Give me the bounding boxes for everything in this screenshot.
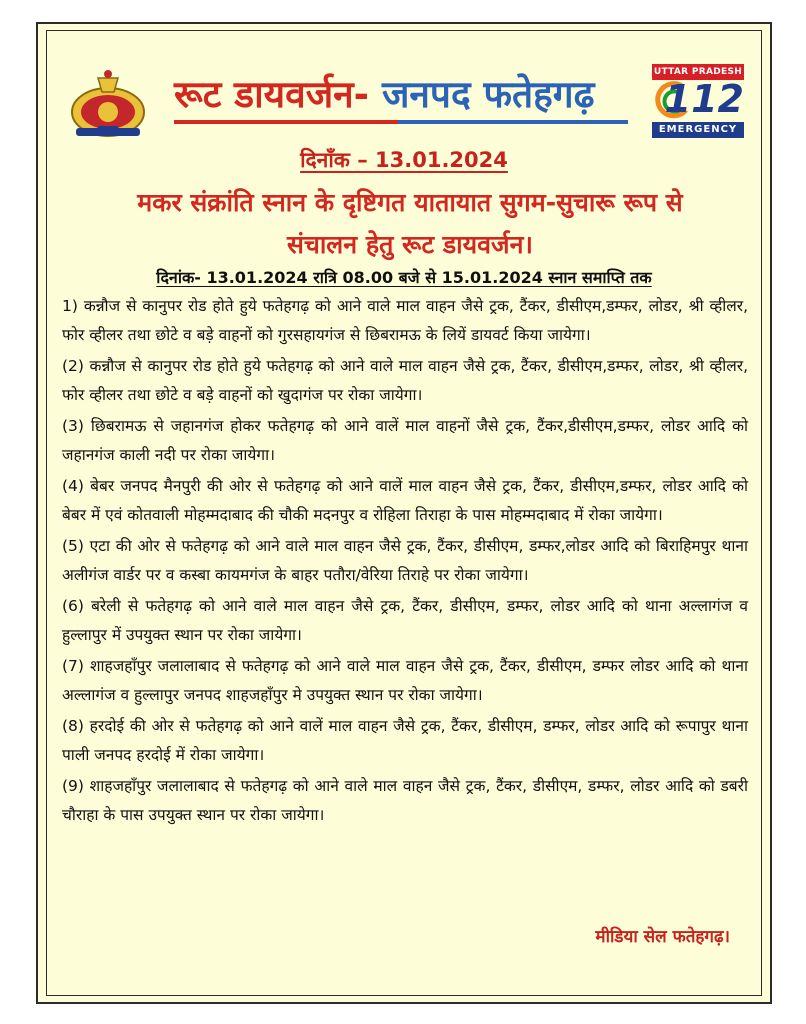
up-police-emblem-icon — [68, 64, 148, 144]
list-item: (8) हरदोई की ओर से फतेहगढ़ को आने वालें माल वाहन जैसे ट्रक, टैंकर, डीसीएम, डम्फर, लोडर आदि को रूपापुर थाना पाली जनपद हरदोई में रोका जायेगा। — [62, 717, 748, 764]
badge-bottom-text: EMERGENCY — [652, 122, 744, 138]
header-title-part2: जनपद फतेहगढ़ — [381, 73, 595, 116]
list-item: (5) एटा की ओर से फतेहगढ़ को आने वाले माल वाहन जैसे ट्रक, टैंकर, डीसीएम, डम्फर,लोडर आदि को बिराहिमपुर थाना अलीगंज वार्डर पर व कस्बा कायमगंज के बाहर पतौरा/वेरिया तिराहे पर रोका जायेगा। — [62, 537, 748, 584]
subtitle-line-1: मकर संक्रांति स्नान के दृष्टिगत यातायात सुगम-सुचारू रूप से — [137, 188, 683, 217]
notice-subtitle — [90, 182, 730, 266]
list-item: (7) शाहजहाँपुर जलालाबाद से फतेहगढ़ को आने वाले माल वाहन जैसे ट्रक, टैंकर, डीसीएम, डम्फर लोडर आदि को थाना अल्लागंज व हुल्लापुर जनपद शाहजहाँपुर मे उपयुक्त स्थान पर रोका जायेगा। — [62, 657, 748, 704]
list-item: (9) शाहजहाँपुर जलालाबाद से फतेहगढ़ को आने वाले माल वाहन जैसे ट्रक, टैंकर, डीसीएम, डम्फर, लोडर आदि को डबरी चौराहा के पास उपयुक्त स्थान पर रोका जायेगा। — [62, 777, 748, 824]
title-underline-blue — [398, 120, 628, 124]
notice-page — [50, 34, 758, 992]
badge-top-text: UTTAR PRADESH — [652, 64, 744, 80]
subtitle-line-2: संचालन हेतु रूट डायवर्जन। — [287, 230, 533, 259]
list-item: (3) छिबरामऊ से जहानगंज होकर फतेहगढ़ को आने वालें माल वाहनों जैसे ट्रक, टैंकर,डीसीएम,डम्फर, लोडर आदि को जहानगंज काली नदी पर रोका जायेगा। — [62, 417, 748, 464]
diversion-period — [50, 266, 758, 288]
list-item: (6) बरेली से फतेहगढ़ को आने वाले माल वाहन जैसे ट्रक, टैंकर, डीसीएम, डम्फर, लोडर आदि को थाना अल्लागंज व हुल्लापुर में उपयुक्त स्थान पर रोका जायेगा। — [62, 597, 748, 644]
diversion-list — [62, 292, 748, 832]
list-item: 1) कन्नौज से कानुपर रोड होते हुये फतेहगढ़ को आने वाले माल वाहन जैसे ट्रक, टैंकर, डीसीएम,डम्फर, लोडर, श्री व्हीलर, फोर व्हीलर तथा छोटे व बड़े वाहनों को गुरसहायगंज से छिबरामऊ के लियें डायवर्ट किया जायेगा। — [62, 297, 748, 344]
media-cell-signature: मीडिया सेल फतेहगढ़। — [595, 927, 730, 947]
header-title — [174, 72, 594, 118]
list-item: (2) कन्नौज से कानुपर रोड होते हुये फतेहगढ़ को आने वाले माल वाहन जैसे ट्रक, टैंकर, डीसीएम,डम्फर, लोडर, श्री व्हीलर, फोर व्हीलर तथा छोटे व बड़े वाहनों को खुदागंज पर रोका जायेगा। — [62, 357, 748, 404]
notice-date-text: दिनाँक – 13.01.2024 — [300, 148, 508, 172]
badge-number: 112 — [664, 77, 744, 121]
title-underline-red — [174, 120, 398, 124]
header-title-part1: रूट डायवर्जन- — [174, 73, 370, 116]
notice-date — [50, 146, 758, 174]
diversion-period-text: दिनांक- 13.01.2024 रात्रि 08.00 बजे से 15.01.2024 स्नान समाप्ति तक — [156, 268, 652, 287]
list-item: (4) बेबर जनपद मैनपुरी की ओर से फतेहगढ़ को आने वालें माल वाहन जैसे ट्रक, टैंकर, डीसीएम,डम्फर, लोडर आदि को बेबर में एवं कोतवाली मोहम्मदाबाद की चौकी मदनपुर व रोहिला तिराहा के पास मोहम्मदाबाद में रोका जायेगा। — [62, 477, 748, 524]
up-112-emergency-logo — [652, 64, 744, 140]
